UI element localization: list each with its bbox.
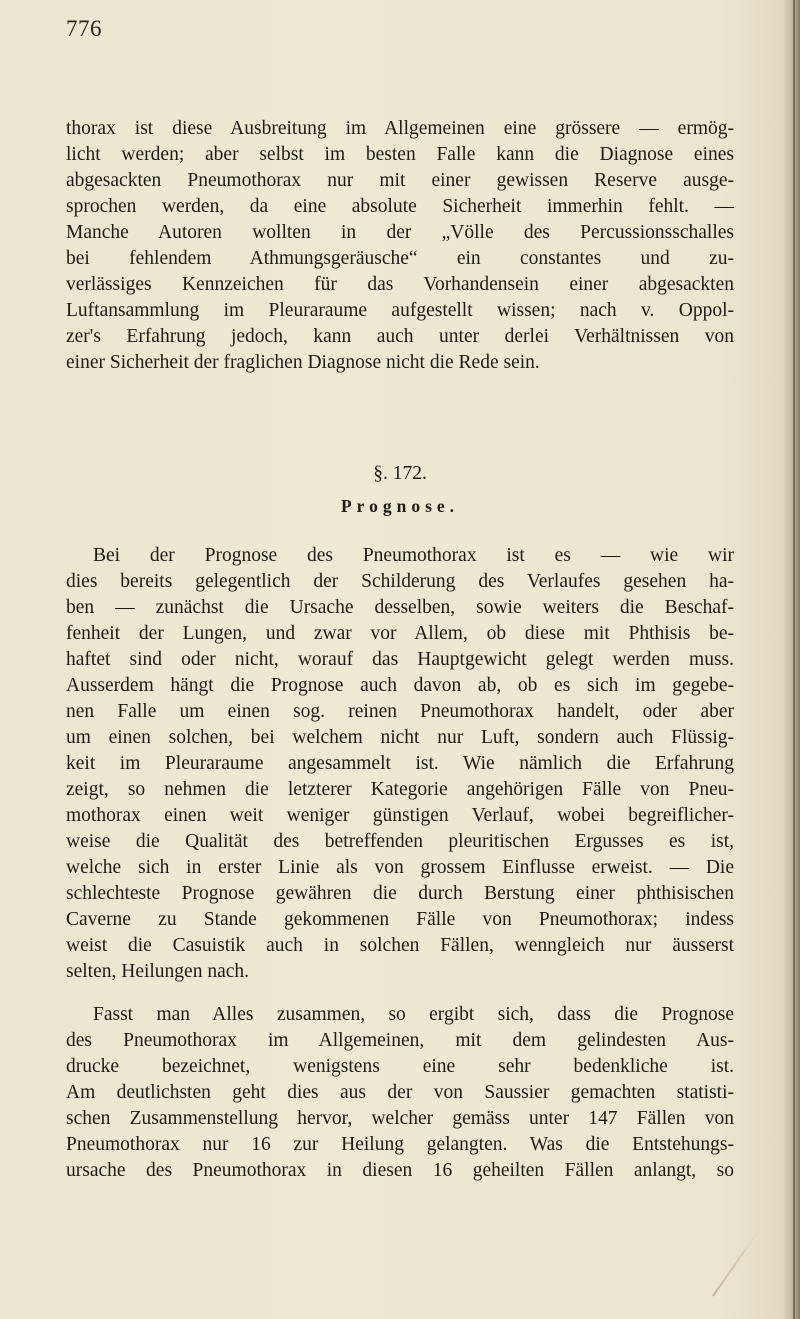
text-line: nen Falle um einen sog. reinen Pneumothorax handelt, oder aber: [66, 701, 734, 722]
text-line: mothorax einen weit weniger günstigen Verlauf, wobei begreiflicher-: [66, 805, 734, 826]
text-line: keit im Pleuraraume angesammelt ist. Wie nämlich die Erfahrung: [66, 753, 734, 774]
text-line: Pneumothorax nur 16 zur Heilung gelangten. Was die Entstehungs-: [66, 1134, 734, 1155]
text-line: selten, Heilungen nach.: [66, 961, 250, 982]
text-line: schen Zusammenstellung hervor, welcher gemäss unter 147 Fällen von: [66, 1108, 734, 1129]
text-line: Luftansammlung im Pleuraraume aufgestellt wissen; nach v. Oppol-: [66, 300, 734, 321]
text-line: Ausserdem hängt die Prognose auch davon ab, ob es sich im gegebe-: [66, 675, 734, 696]
text-line: ben — zunächst die Ursache desselben, sowie weiters die Beschaf-: [66, 597, 734, 618]
text-line: bei fehlendem Athmungsgeräusche“ ein constantes und zu-: [66, 248, 734, 269]
section-title: Prognose.: [340, 496, 460, 516]
text-line: Bei der Prognose des Pneumothorax ist es — wie wir: [93, 545, 734, 566]
page-edge-shadow: [782, 0, 800, 1319]
page-fold-mark: [712, 1230, 760, 1297]
text-line: drucke bezeichnet, wenigstens eine sehr bedenkliche ist.: [66, 1056, 734, 1077]
text-line: thorax ist diese Ausbreitung im Allgemeinen eine grössere — ermög-: [66, 118, 734, 139]
text-line: haftet sind oder nicht, worauf das Hauptgewicht gelegt werden muss.: [66, 649, 734, 670]
text-line: welche sich in erster Linie als von grossem Einflusse erweist. — Die: [66, 857, 734, 878]
page-edge-line: [793, 0, 795, 1319]
text-line: licht werden; aber selbst im besten Falle kann die Diagnose eines: [66, 144, 734, 165]
text-line: dies bereits gelegentlich der Schilderung des Verlaufes gesehen ha-: [66, 571, 734, 592]
page-number: 776: [66, 16, 102, 41]
text-line: fenheit der Lungen, und zwar vor Allem, ob diese mit Phthisis be-: [66, 623, 734, 644]
text-line: um einen solchen, bei welchem nicht nur Luft, sondern auch Flüssig-: [66, 727, 734, 748]
text-line: Caverne zu Stande gekommenen Fälle von Pneumothorax; indess: [66, 909, 734, 930]
section-number: §. 172.: [373, 463, 427, 484]
text-line: zeigt, so nehmen die letzterer Kategorie angehörigen Fälle von Pneu-: [66, 779, 734, 800]
text-line: sprochen werden, da eine absolute Sicherheit immerhin fehlt. —: [66, 196, 734, 217]
text-line: Am deutlichsten geht dies aus der von Saussier gemachten statisti-: [66, 1082, 734, 1103]
text-line: Manche Autoren wollten in der „Völle des Percussionsschalles: [66, 222, 734, 243]
text-line: verlässiges Kennzeichen für das Vorhandensein einer abgesackten: [66, 274, 734, 295]
text-line: schlechteste Prognose gewähren die durch Berstung einer phthisischen: [66, 883, 734, 904]
text-line: des Pneumothorax im Allgemeinen, mit dem gelindesten Aus-: [66, 1030, 734, 1051]
text-line: weist die Casuistik auch in solchen Fällen, wenngleich nur äusserst: [66, 935, 734, 956]
text-line: einer Sicherheit der fraglichen Diagnose nicht die Rede sein.: [66, 352, 540, 373]
text-line: abgesackten Pneumothorax nur mit einer gewissen Reserve ausge-: [66, 170, 734, 191]
text-line: zer's Erfahrung jedoch, kann auch unter derlei Verhältnissen von: [66, 326, 734, 347]
text-line: Fasst man Alles zusammen, so ergibt sich, dass die Prognose: [93, 1004, 734, 1025]
text-line: ursache des Pneumothorax in diesen 16 geheilten Fällen anlangt, so: [66, 1160, 734, 1181]
text-line: weise die Qualität des betreffenden pleuritischen Ergusses es ist,: [66, 831, 734, 852]
